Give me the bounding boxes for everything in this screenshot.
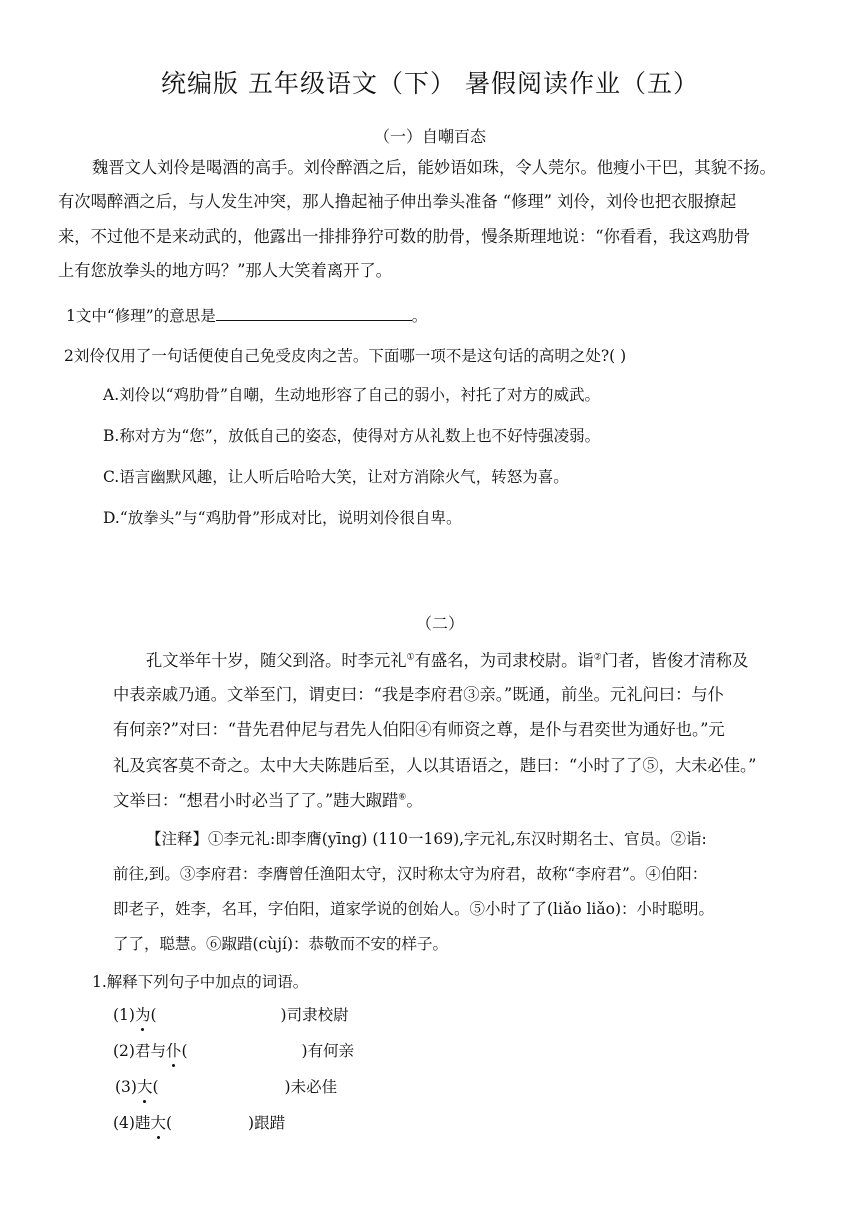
option-c: C.语言幽默风趣，让人听后哈哈大笑，让对方消除火气，转怒为喜。 (103, 468, 569, 486)
paren: ( (181, 1042, 188, 1060)
note-line: 前往,到。③李府君：李膺曾任渔阳太守，汉时称太守为府君，故称“李府君”。④伯阳： (113, 865, 708, 883)
section1-line: 上有您放拳头的地方吗？”那人大笑着离开了。 (58, 261, 392, 280)
section2-heading: （二） (415, 614, 464, 633)
note-line: 【注释】①李元礼:即李膺(yīng) (110一169),字元礼,东汉时期名士、官员。②诣: (146, 830, 707, 848)
answer-blank[interactable] (216, 306, 412, 321)
passage-text: 。 (406, 791, 423, 810)
paren: ( (150, 1006, 157, 1024)
vocab-item (113, 1003, 349, 1025)
passage-line: 中表亲戚乃通。文举至门，谓吏曰：“我是李府君③亲。”既通，前坐。元礼问曰：与仆 (113, 685, 724, 704)
option-b: B.称对方为“您”，放低自己的姿态，使得对方从礼数上也不好恃强凌弱。 (103, 427, 601, 445)
dotted-word: 仆 (166, 1039, 182, 1061)
dotted-word: 大 (150, 1111, 166, 1133)
dotted-word: 为 (135, 1003, 151, 1025)
section1-line: 有次喝醉酒之后，与人发生冲突，那人撸起袖子伸出拳头准备 “修理” 刘伶，刘伶也把衣服撩起 (58, 192, 737, 211)
option-d: D.“放拳头”与“鸡肋骨”形成对比，说明刘伶很自卑。 (103, 509, 462, 527)
question-1-suffix: 。 (411, 307, 428, 325)
vocab-item-text: )未必佳 (284, 1078, 338, 1096)
question-1-text: 1文中“修理”的意思是 (66, 307, 216, 325)
dotted-word: 大 (137, 1075, 153, 1097)
note-line: 了了，聪慧。⑥踧踖(cùjí)：恭敬而不安的样子。 (113, 935, 449, 953)
footnote-mark: ① (406, 652, 415, 663)
footnote-mark: ⑥ (398, 792, 407, 803)
paren: ( (152, 1078, 159, 1096)
passage-text: 孔文举年十岁，随父到洛。时李元礼 (146, 651, 407, 670)
section1-line: 魏晋文人刘伶是喝酒的高手。刘伶醉酒之后，能妙语如珠，令人莞尔。他瘦小干巴，其貌不扬。 (92, 158, 776, 177)
note-line: 即老子，姓李，名耳，字伯阳，道家学说的创始人。⑤小时了了(liǎo liǎo)：小时聪明。 (113, 900, 714, 918)
question-2: 2刘伶仅用了一句话便使自己免受皮肉之苦。下面哪一项不是这句话的高明之处?( ) (64, 347, 627, 365)
vocab-item-label: (4)韪 (113, 1114, 151, 1132)
passage-line: 礼及宾客莫不奇之。太中大夫陈韪后至，人以其语语之，韪曰：“小时了了⑤，大未必佳。” (113, 756, 757, 775)
footnote-mark: ② (593, 652, 602, 663)
passage-text: 有盛名，为司隶校尉。诣 (414, 651, 594, 670)
passage-line: 有何亲?”对曰：“昔先君仲尼与君先人伯阳④有师资之尊，是仆与君奕世为通好也。”元 (113, 720, 725, 739)
vocab-item-label: (2)君与 (113, 1042, 166, 1060)
vocab-item-text: )有何亲 (301, 1042, 355, 1060)
paren: ( (165, 1114, 173, 1132)
page-title: 统编版 五年级语文（下） 暑假阅读作业（五） (161, 69, 699, 98)
vocab-item-label: (1) (113, 1006, 135, 1024)
question-1 (66, 304, 427, 326)
passage-text: 门者，皆俊才清称及 (601, 651, 749, 670)
vocab-item-text: )跟踖 (248, 1114, 286, 1132)
section2-question-1: 1.解释下列句子中加点的词语。 (92, 973, 309, 991)
passage-line (146, 647, 748, 671)
vocab-item (115, 1075, 337, 1097)
option-a: A.刘伶以“鸡肋骨”自嘲，生动地形容了自己的弱小，衬托了对方的威武。 (103, 386, 600, 404)
section1-line: 来，不过他不是来动武的，他露出一排排狰狞可数的肋骨，慢条斯理地说：“你看看，我这鸡肋骨 (58, 227, 751, 246)
vocab-item-text: )司隶校尉 (280, 1006, 349, 1024)
passage-text: 文举曰：“想君小时必当了了。”韪大踧踖 (113, 791, 399, 810)
vocab-item (113, 1039, 354, 1061)
section1-heading: （一）自嘲百态 (373, 127, 486, 146)
vocab-item (113, 1111, 285, 1133)
vocab-item-label: (3) (115, 1078, 137, 1096)
passage-line (113, 787, 423, 811)
